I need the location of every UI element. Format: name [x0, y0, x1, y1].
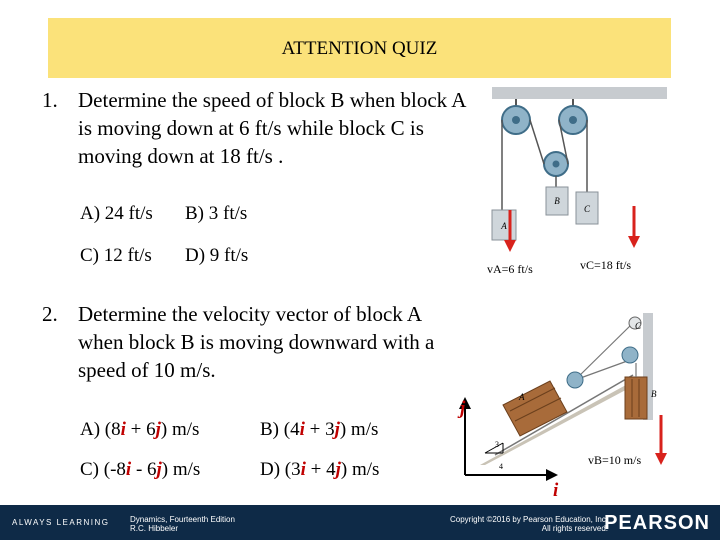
pearson-logo: PEARSON — [604, 512, 710, 534]
question-2-text: Determine the velocity vector of block A when block B is moving downward with a speed of 10 m/s. — [78, 302, 435, 382]
pulley-upper — [622, 347, 638, 363]
footer-copyright — [450, 515, 608, 533]
axis-j-label: j — [460, 398, 466, 419]
footer-tagline: ALWAYS LEARNING — [12, 518, 110, 527]
footer — [0, 505, 720, 540]
q1-option-b[interactable]: B) 3 ft/s — [185, 203, 248, 224]
va-label: vA=6 ft/s — [487, 262, 533, 276]
question-2-number: 2. — [42, 302, 58, 326]
label-c: C — [635, 321, 642, 331]
question-2 — [42, 300, 442, 384]
q1-option-c[interactable]: C) 12 ft/s — [80, 245, 152, 266]
q1-option-d[interactable]: D) 9 ft/s — [185, 245, 249, 266]
slope-rise: 3 — [495, 440, 499, 449]
vc-label: vC=18 ft/s — [580, 258, 632, 272]
question-1 — [42, 86, 482, 170]
pulley-mid — [567, 372, 583, 388]
question-1-text: Determine the speed of block B when block A is moving down at 6 ft/s while block C is moving down at 18 ft/s . — [78, 88, 466, 168]
block-b-2 — [625, 377, 647, 419]
pulley-figure — [480, 82, 680, 282]
question-1-number: 1. — [42, 88, 58, 112]
block-b-label: B — [554, 196, 560, 206]
footer-book-title: Dynamics, Fourteenth Edition — [130, 515, 235, 524]
q2-option-a[interactable]: A) (8i + 6j) m/s — [80, 419, 200, 440]
incline-figure — [455, 305, 720, 505]
ceiling — [492, 87, 667, 99]
footer-copyright-line1: Copyright ©2016 by Pearson Education, Inc. — [450, 515, 608, 524]
footer-copyright-line2: All rights reserved. — [541, 524, 608, 533]
page-title: ATTENTION QUIZ — [281, 38, 438, 59]
vb-label: vB=10 m/s — [588, 453, 642, 467]
q2-option-d[interactable]: D) (3i + 4j) m/s — [260, 459, 380, 480]
block-a-label: A — [501, 221, 507, 231]
footer-book — [130, 515, 235, 533]
slope-run: 4 — [499, 462, 503, 471]
footer-book-author: R.C. Hibbeler — [130, 524, 179, 533]
q2-option-c[interactable]: C) (-8i - 6j) m/s — [80, 459, 201, 480]
q2-option-b[interactable]: B) (4i + 3j) m/s — [260, 419, 379, 440]
title-banner — [48, 18, 671, 78]
block-c-label: C — [583, 204, 591, 214]
axis-i-label: i — [553, 480, 559, 501]
block-a-2 — [503, 381, 567, 436]
q1-option-a[interactable]: A) 24 ft/s — [80, 203, 153, 224]
label-b: B — [651, 389, 657, 399]
label-a: A — [519, 392, 525, 402]
